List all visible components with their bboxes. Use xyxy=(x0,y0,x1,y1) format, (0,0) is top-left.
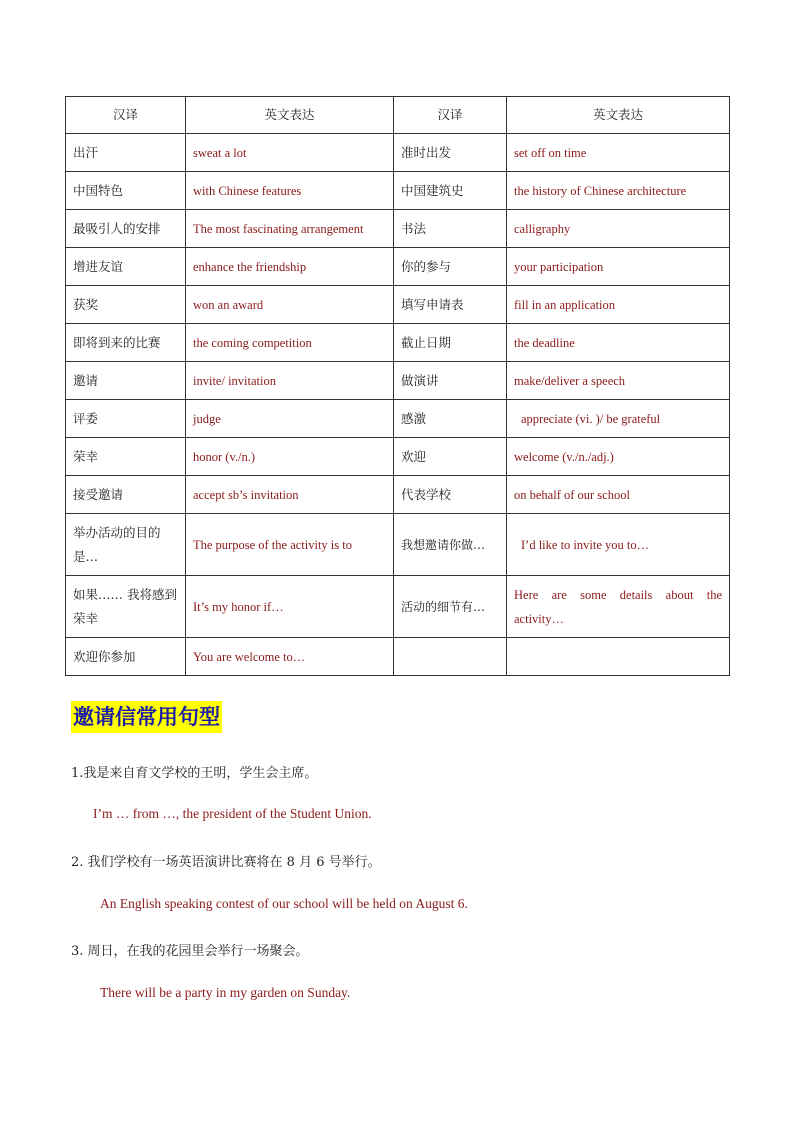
cell-chinese: 活动的细节有… xyxy=(394,576,507,638)
cell-english: with Chinese features xyxy=(186,172,394,210)
header-chinese-2: 汉译 xyxy=(394,97,507,134)
cell-english: calligraphy xyxy=(507,210,730,248)
table-row xyxy=(66,438,730,476)
header-english-1: 英文表达 xyxy=(186,97,394,134)
cell-english: You are welcome to… xyxy=(186,638,394,676)
cell-english: The purpose of the activity is to xyxy=(186,514,394,576)
cell-english: won an award xyxy=(186,286,394,324)
table-row xyxy=(66,400,730,438)
sentence-english-1: I’m … from …, the president of the Student Union. xyxy=(93,806,372,821)
cell-chinese: 感激 xyxy=(394,400,507,438)
cell-english: invite/ invitation xyxy=(186,362,394,400)
vocabulary-table xyxy=(65,96,730,676)
cell-english: accept sb’s invitation xyxy=(186,476,394,514)
cell-english: the deadline xyxy=(507,324,730,362)
cell-english: the coming competition xyxy=(186,324,394,362)
cell-english: The most fascinating arrangement xyxy=(186,210,394,248)
cell-english: honor (v./n.) xyxy=(186,438,394,476)
table-row xyxy=(66,638,730,676)
cell-english: make/deliver a speech xyxy=(507,362,730,400)
cell-english: your participation xyxy=(507,248,730,286)
cell-chinese: 代表学校 xyxy=(394,476,507,514)
table-row xyxy=(66,362,730,400)
table-row xyxy=(66,172,730,210)
section-heading: 邀请信常用句型 xyxy=(71,701,222,733)
table-row xyxy=(66,248,730,286)
cell-english: judge xyxy=(186,400,394,438)
cell-chinese: 评委 xyxy=(66,400,186,438)
cell-english: enhance the friendship xyxy=(186,248,394,286)
cell-english: Here are some details about the activity… xyxy=(507,576,730,638)
cell-chinese: 最吸引人的安排 xyxy=(66,210,186,248)
cell-english: It’s my honor if… xyxy=(186,576,394,638)
cell-chinese: 增进友谊 xyxy=(66,248,186,286)
cell-english: on behalf of our school xyxy=(507,476,730,514)
cell-english: appreciate (vi. )/ be grateful xyxy=(507,400,730,438)
table-row xyxy=(66,476,730,514)
cell-chinese: 荣幸 xyxy=(66,438,186,476)
cell-chinese: 欢迎你参加 xyxy=(66,638,186,676)
cell-english: the history of Chinese architecture xyxy=(507,172,730,210)
sentence-english-2: An English speaking contest of our school will be held on August 6. xyxy=(100,896,468,911)
cell-english: welcome (v./n./adj.) xyxy=(507,438,730,476)
header-chinese-1: 汉译 xyxy=(66,97,186,134)
table-row xyxy=(66,286,730,324)
table-row xyxy=(66,134,730,172)
cell-chinese: 接受邀请 xyxy=(66,476,186,514)
table-row xyxy=(66,514,730,576)
cell-english: sweat a lot xyxy=(186,134,394,172)
cell-chinese: 我想邀请你做… xyxy=(394,514,507,576)
sentence-chinese-1: 1.我是来自育文学校的王明，学生会主席。 xyxy=(71,766,318,781)
cell-english: I’d like to invite you to… xyxy=(507,514,730,576)
cell-chinese: 出汗 xyxy=(66,134,186,172)
cell-english: fill in an application xyxy=(507,286,730,324)
cell-chinese xyxy=(394,638,507,676)
table-header-row xyxy=(66,97,730,134)
cell-chinese: 中国特色 xyxy=(66,172,186,210)
cell-chinese: 准时出发 xyxy=(394,134,507,172)
cell-english: set off on time xyxy=(507,134,730,172)
cell-chinese: 填写申请表 xyxy=(394,286,507,324)
cell-chinese: 举办活动的目的是… xyxy=(66,514,186,576)
cell-chinese: 即将到来的比赛 xyxy=(66,324,186,362)
cell-chinese: 截止日期 xyxy=(394,324,507,362)
cell-english xyxy=(507,638,730,676)
cell-chinese: 邀请 xyxy=(66,362,186,400)
cell-chinese: 获奖 xyxy=(66,286,186,324)
cell-chinese: 你的参与 xyxy=(394,248,507,286)
table-row xyxy=(66,576,730,638)
cell-chinese: 如果…… 我将感到荣幸 xyxy=(66,576,186,638)
sentence-chinese-2: 2. 我们学校有一场英语演讲比赛将在 8 月 6 号举行。 xyxy=(71,855,381,870)
sentence-english-3: There will be a party in my garden on Sunday. xyxy=(100,985,351,1000)
cell-chinese: 中国建筑史 xyxy=(394,172,507,210)
table-row xyxy=(66,210,730,248)
cell-chinese: 书法 xyxy=(394,210,507,248)
cell-chinese: 做演讲 xyxy=(394,362,507,400)
sentence-chinese-3: 3. 周日，在我的花园里会举行一场聚会。 xyxy=(71,944,309,959)
table-row xyxy=(66,324,730,362)
header-english-2: 英文表达 xyxy=(507,97,730,134)
cell-chinese: 欢迎 xyxy=(394,438,507,476)
